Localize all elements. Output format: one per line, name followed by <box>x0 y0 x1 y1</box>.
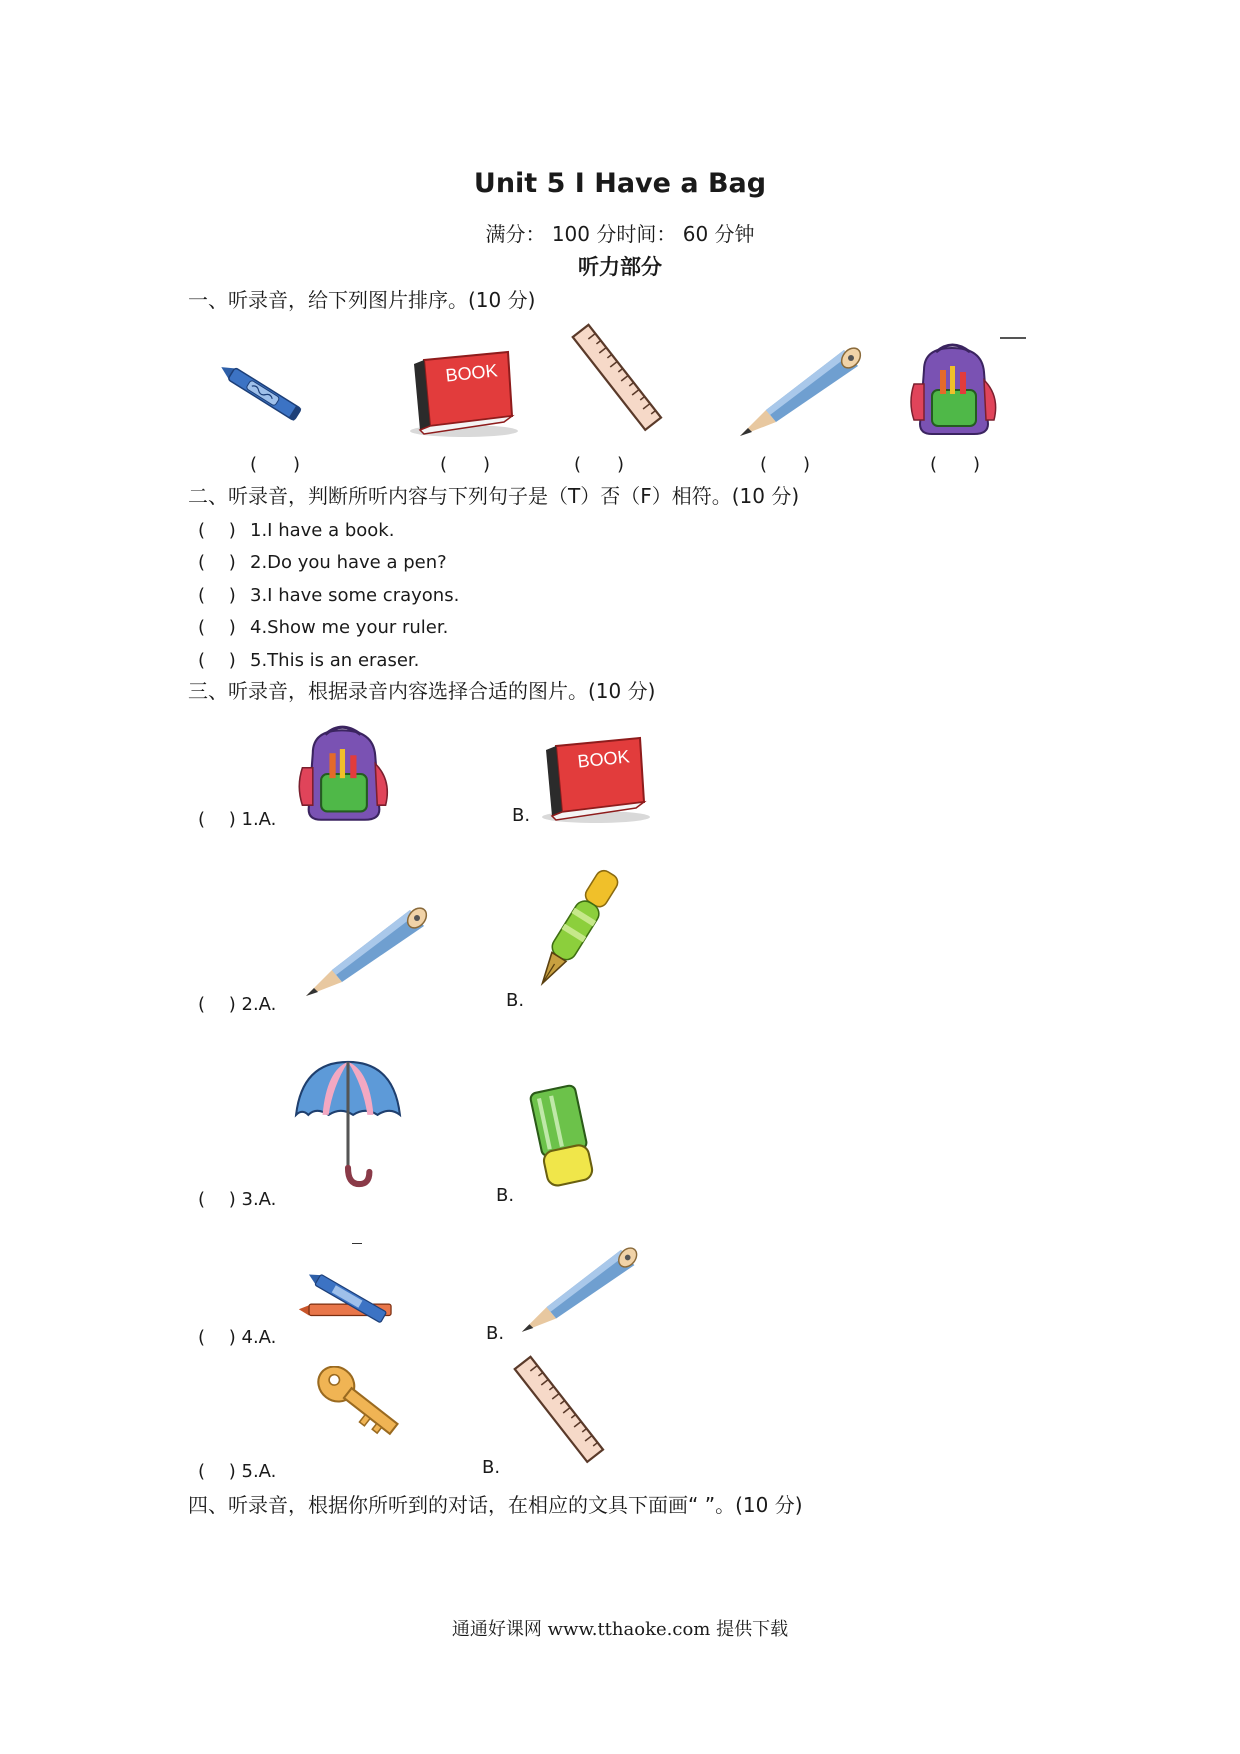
q2-label[interactable]: ( ) 2.A. <box>198 994 277 1015</box>
tf-answer-blank[interactable]: ( ) <box>198 520 236 541</box>
tf-item-5[interactable] <box>198 646 419 672</box>
q4-option-b[interactable]: B. <box>486 1323 505 1344</box>
q1-label[interactable]: ( ) 1.A. <box>198 809 277 830</box>
pencil-icon[interactable] <box>518 1240 642 1336</box>
pen-icon[interactable] <box>530 862 624 998</box>
key-icon[interactable] <box>296 1366 400 1460</box>
order-blank-4[interactable]: ( ) <box>760 454 811 475</box>
schoolbag-icon[interactable] <box>292 722 396 826</box>
q1-option-b[interactable]: B. <box>512 805 531 826</box>
pencil-icon[interactable] <box>302 900 432 1000</box>
tf-answer-blank[interactable]: ( ) <box>198 585 236 606</box>
ruler-icon <box>566 322 666 434</box>
tf-item-2[interactable] <box>198 548 447 574</box>
schoolbag-icon <box>904 340 1004 440</box>
q2-option-b[interactable]: B. <box>506 990 525 1011</box>
crayons-icon[interactable] <box>296 1256 400 1338</box>
tf-answer-blank[interactable]: ( ) <box>198 650 236 671</box>
tf-sentence: 3.I have some crayons. <box>250 585 460 606</box>
section3-heading: 三、听录音，根据录音内容选择合适的图片。(10 分) <box>188 679 656 703</box>
q5-label[interactable]: ( ) 5.A. <box>198 1461 277 1482</box>
tf-sentence: 2.Do you have a pen? <box>250 552 447 573</box>
q5-option-b[interactable]: B. <box>482 1457 501 1478</box>
order-blank-3[interactable]: ( ) <box>574 454 625 475</box>
tf-answer-blank[interactable]: ( ) <box>198 552 236 573</box>
crayon-icon <box>212 355 312 430</box>
ruler-icon[interactable] <box>508 1354 608 1466</box>
section2-heading: 二、听录音，判断所听内容与下列句子是（T）否（F）相符。(10 分) <box>188 484 800 508</box>
tf-sentence: 1.I have a book. <box>250 520 395 541</box>
page-title: Unit 5 I Have a Bag <box>473 168 767 199</box>
tf-sentence: 4.Show me your ruler. <box>250 617 449 638</box>
tf-item-4[interactable] <box>198 613 448 639</box>
tf-item-1[interactable] <box>198 516 394 542</box>
q4-label[interactable]: ( ) 4.A. <box>198 1327 277 1348</box>
order-blank-5[interactable]: ( ) <box>930 454 981 475</box>
tf-item-3[interactable] <box>198 581 459 607</box>
book-icon <box>402 334 522 442</box>
pencil-icon <box>736 340 866 440</box>
q3-option-b[interactable]: B. <box>496 1185 515 1206</box>
listening-part-title: 听力部分 <box>578 255 662 279</box>
tf-sentence: 5.This is an eraser. <box>250 650 420 671</box>
q3-label[interactable]: ( ) 3.A. <box>198 1189 277 1210</box>
section1-heading: 一、听录音，给下列图片排序。(10 分) <box>188 288 536 312</box>
eraser-icon[interactable] <box>520 1080 604 1194</box>
order-blank-1[interactable]: ( ) <box>250 454 301 475</box>
order-blank-2[interactable]: ( ) <box>440 454 491 475</box>
book-icon[interactable] <box>534 720 654 828</box>
section4-heading: 四、听录音，根据你所听到的对话，在相应的文具下面画“ ”。(10 分) <box>188 1493 803 1517</box>
score-time-info: 满分： 100 分时间： 60 分钟 <box>485 222 755 246</box>
umbrella-icon[interactable] <box>292 1054 404 1190</box>
footer-source: 通通好课网 www.tthaoke.com 提供下载 <box>451 1619 789 1640</box>
stray-mark <box>1000 337 1026 339</box>
tf-answer-blank[interactable]: ( ) <box>198 617 236 638</box>
stray-mark <box>352 1243 362 1244</box>
